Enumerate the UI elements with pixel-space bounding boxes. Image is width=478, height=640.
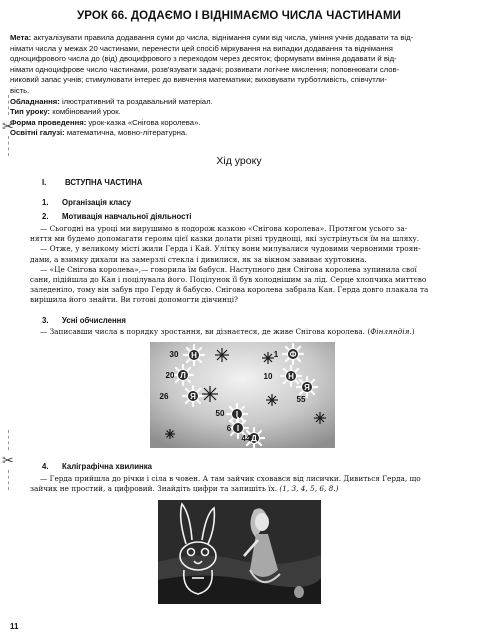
- story-line-7: вирішила його знайти. Ви готові допомогти дівчинці?: [30, 295, 238, 305]
- snowflake-letter: Н: [191, 351, 197, 360]
- goal-text-5: вість.: [10, 85, 30, 95]
- cut-line: [8, 136, 9, 156]
- snowflake-letter: Я: [190, 392, 196, 401]
- section-title: Хід уроку: [216, 155, 262, 167]
- story-line-2: — Отже, у великому місті жили Герда і Кай. Улітку вони милувалися чудовими червоними троян-: [40, 244, 421, 254]
- scissors-icon: ✂: [2, 118, 14, 134]
- step-title-1: Організація класу: [62, 198, 132, 207]
- page-number: 11: [10, 622, 19, 631]
- step-number-3: 3.: [42, 316, 49, 325]
- snowflake-number: 6: [226, 424, 232, 433]
- goal-label: Мета:: [10, 33, 32, 42]
- snowflake-number: 30: [169, 350, 179, 359]
- snowflake-letter: І: [236, 424, 240, 433]
- task-3-open: (: [367, 327, 371, 336]
- step-number-1: 1.: [42, 198, 49, 207]
- equipment-text: ілюстративний та роздавальний матеріал.: [61, 96, 213, 106]
- step-number-4: 4.: [42, 462, 49, 471]
- snowflake-puzzle-image: [150, 342, 335, 448]
- lantern-icon: [294, 586, 304, 598]
- task-3-answer: Фінляндія: [370, 327, 410, 336]
- snowflake-number: 1: [273, 350, 279, 359]
- goal-text-1: німати числа у межах 20 частинами, перенести цей спосіб міркування на випадки додавання та віднімання: [10, 43, 393, 53]
- snowflake-letter: І: [235, 410, 239, 419]
- form-label: Форма проведення:: [10, 117, 87, 127]
- part-number: І.: [42, 178, 47, 187]
- snowflake-letter: Н: [288, 372, 294, 381]
- task-3-line: [30, 327, 470, 337]
- type-text: комбінований урок.: [52, 107, 121, 117]
- goal-text-0: актуалізувати правила додавання суми до числа, віднімання суми від числа, уміння учнів додавати та від-: [33, 33, 414, 42]
- goal-line-0: [10, 33, 470, 44]
- areas-text: математична, мовно-літературна.: [66, 128, 188, 138]
- type-line: [10, 107, 470, 118]
- form-line: [10, 118, 470, 129]
- snowflake-letter: Л: [180, 371, 186, 380]
- part-title: ВСТУПНА ЧАСТИНА: [65, 178, 143, 187]
- task-4-line-0: — Герда прийшла до річки і сіла в човен. А там зайчик сховався від лисички. Дивиться Герда, що: [40, 474, 421, 483]
- step-title-2: Мотивація навчальної діяльності: [62, 212, 192, 221]
- lesson-meta: [10, 33, 470, 139]
- scissors-icon: ✂: [2, 452, 14, 468]
- goal-text-2: одноцифрового числа до (від) двоцифрового з переходом через десяток; формувати вміння додавати й від-: [10, 54, 397, 64]
- lesson-title: УРОК 66. ДОДАЄМО І ВІДНІМАЄМО ЧИСЛА ЧАСТИНАМИ: [76, 10, 402, 22]
- task-4-digits: (1, 3, 4, 5, 6, 8.): [279, 484, 339, 494]
- story-line-6: заледеніло, тому він забув про Герду й бабусю. Снігова королева забрала Кая. Герда довго плакала та: [30, 285, 429, 295]
- task-4-line-1: [30, 484, 470, 494]
- areas-label: Освітні галузі:: [10, 128, 65, 138]
- story-line-0: — Сьогодні на уроці ми вирушимо в подорож казкою «Снігова королева». Протягом усього за-: [40, 224, 408, 233]
- snowflake-number: 20: [165, 371, 175, 380]
- cut-line: [8, 430, 9, 450]
- areas-line: [10, 128, 470, 139]
- story-line-5: сани, підійшла до Кая і поцілувала його. Поцілунок її був холоднішим за лід. Серце хлопчика миттєво: [30, 275, 427, 285]
- story-paragraph: [30, 224, 470, 306]
- snowflake-number: 26: [159, 392, 169, 401]
- cut-line: [8, 470, 9, 490]
- goal-text-3: німати одноцифрове число частинами, розв'язувати задачі; розвивати логічне мислення; поповнювати слов-: [10, 64, 400, 74]
- hare-and-gerda-illustration: [158, 500, 321, 604]
- story-line-3: дами, а взимку дихали на замерзлі стекла і дивилися, як за вікном завиває хуртовина.: [30, 254, 367, 264]
- snowflake-letter: Я: [304, 383, 310, 392]
- task-3-close: .): [409, 327, 415, 336]
- form-text: урок-казка «Снігова королева».: [88, 117, 201, 127]
- snowflake-number: 44: [241, 434, 251, 443]
- story-line-1: няття ми будемо допомагати героям цієї казки долати різні труднощі, які зустрінуться їм на шляху.: [30, 234, 420, 244]
- task-4-sentence: зайчик не простий, а цифровий. Знайдіть цифри та запишіть їх.: [30, 484, 278, 494]
- snowflake-number: 50: [215, 409, 225, 418]
- task-4-text: [30, 474, 470, 494]
- step-title-4: Каліграфічна хвилинка: [62, 462, 152, 471]
- equipment-label: Обладнання:: [10, 96, 60, 106]
- snowflake-number: 10: [263, 372, 273, 381]
- story-line-4: — «Це Снігова королева»,— говорила їм бабуся. Наступного дня Снігова королева зупинила свої: [40, 264, 417, 274]
- step-number-2: 2.: [42, 212, 49, 221]
- snowflake-number: 55: [296, 395, 306, 404]
- equipment-line: [10, 97, 470, 108]
- type-label: Тип уроку:: [10, 107, 51, 117]
- snowflake-letter: Ф: [289, 350, 297, 359]
- cut-line: [8, 95, 9, 115]
- step-title-3: Усні обчислення: [62, 316, 126, 325]
- snowflake-letter: Д: [251, 434, 257, 443]
- goal-text-4: никовий запас учнів; стимулювати інтерес до вивчення математики; виховувати турботливість, співчутли-: [10, 75, 387, 85]
- task-3-sentence: — Записавши числа в порядку зростання, ви дізнаєтеся, де живе Снігова королева.: [40, 327, 366, 336]
- task-3-text: [30, 327, 470, 337]
